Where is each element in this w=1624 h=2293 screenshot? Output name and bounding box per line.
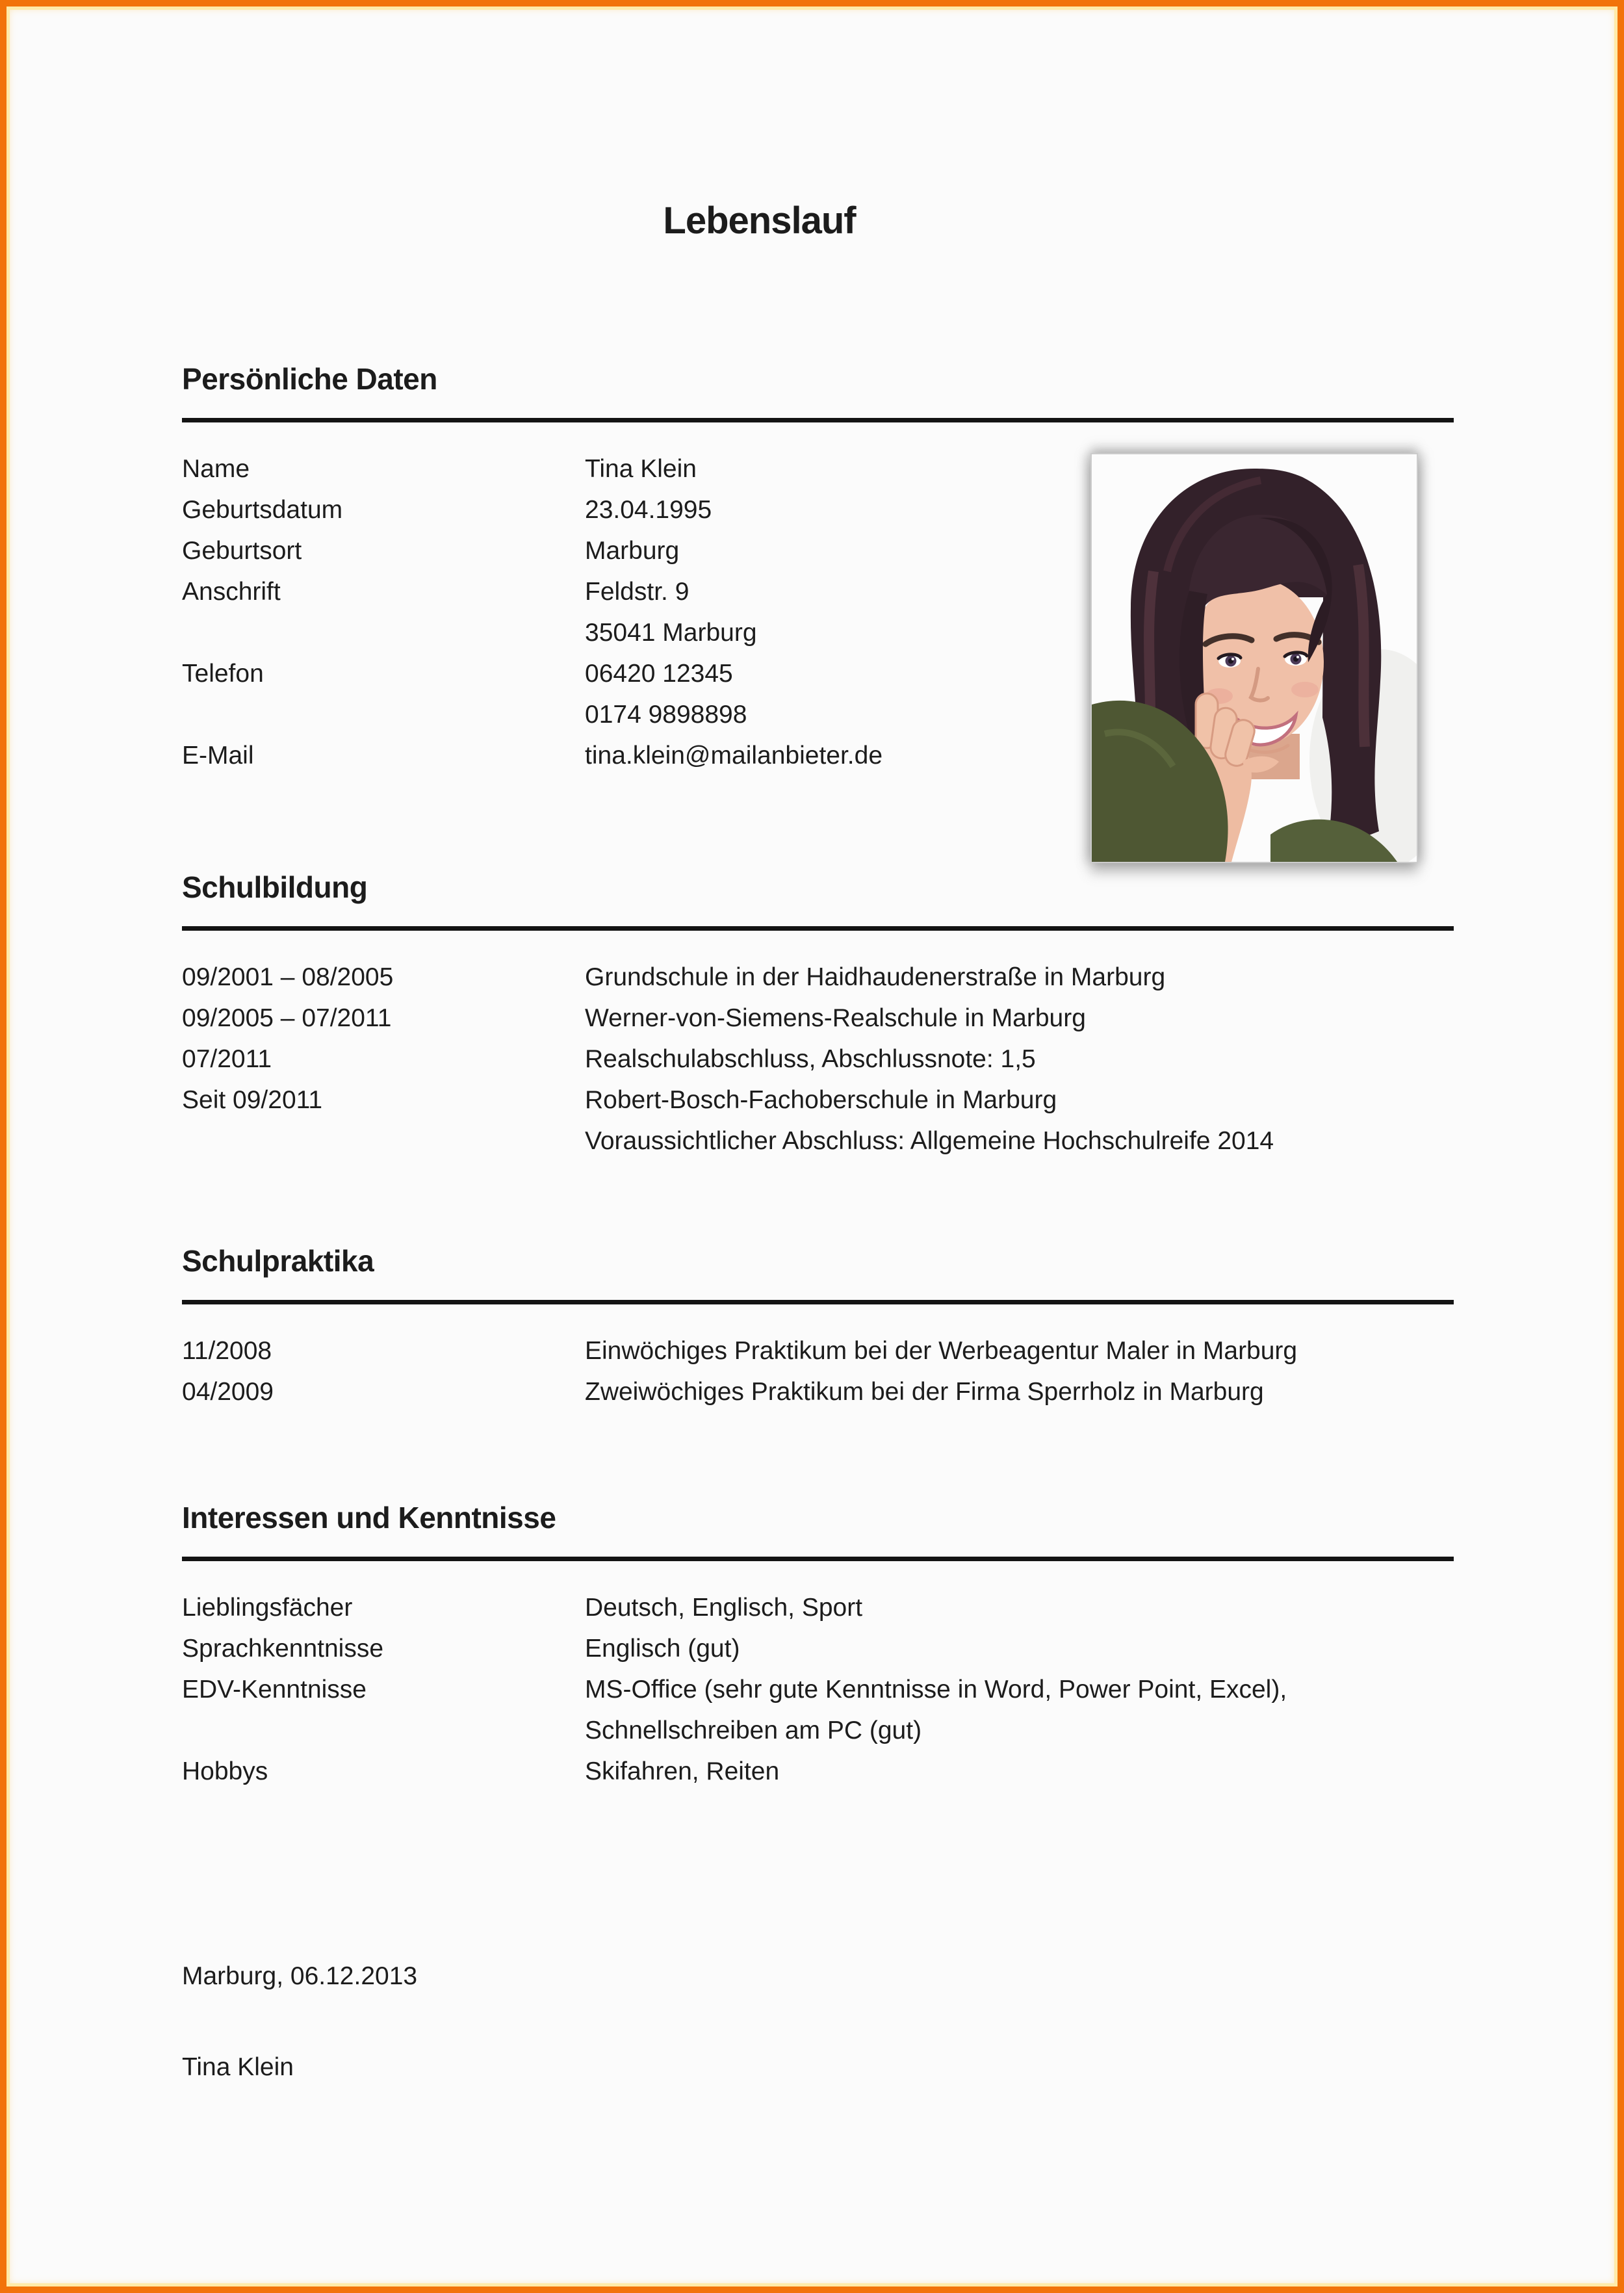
row-value: 35041 Marburg bbox=[585, 619, 757, 647]
section-heading: Persönliche Daten bbox=[182, 362, 437, 396]
section-rows bbox=[182, 1587, 1454, 1792]
row-label: 04/2009 bbox=[182, 1378, 274, 1406]
data-row bbox=[182, 1751, 1454, 1792]
row-label: EDV-Kenntnisse bbox=[182, 1676, 367, 1704]
row-value: Tina Klein bbox=[585, 455, 697, 483]
row-value: Werner-von-Siemens-Realschule in Marburg bbox=[585, 1004, 1086, 1032]
section-rows bbox=[182, 1330, 1454, 1412]
row-label: Anschrift bbox=[182, 578, 281, 606]
row-value: Voraussichtlicher Abschluss: Allgemeine Hochschulreife 2014 bbox=[585, 1127, 1274, 1155]
data-row bbox=[182, 998, 1454, 1039]
row-label: Geburtsdatum bbox=[182, 496, 343, 524]
section-rows bbox=[182, 957, 1454, 1161]
row-value: Schnellschreiben am PC (gut) bbox=[585, 1717, 922, 1744]
data-row bbox=[182, 1710, 1454, 1751]
row-label: 09/2005 – 07/2011 bbox=[182, 1004, 392, 1032]
data-row bbox=[182, 1039, 1454, 1080]
data-row bbox=[182, 1371, 1454, 1412]
section-rule bbox=[182, 1557, 1454, 1561]
section-rule bbox=[182, 926, 1454, 931]
row-value: Zweiwöchiges Praktikum bei der Firma Sperrholz in Marburg bbox=[585, 1378, 1264, 1406]
row-value: Englisch (gut) bbox=[585, 1635, 740, 1663]
row-value: Skifahren, Reiten bbox=[585, 1757, 780, 1785]
data-row bbox=[182, 1080, 1454, 1121]
data-row bbox=[182, 957, 1454, 998]
row-label: E-Mail bbox=[182, 742, 254, 770]
data-row bbox=[182, 1628, 1454, 1669]
portrait-photo bbox=[1090, 453, 1418, 863]
row-value: 23.04.1995 bbox=[585, 496, 712, 524]
data-row bbox=[182, 1121, 1454, 1161]
portrait-photo-illustration bbox=[1092, 454, 1417, 862]
row-value: Marburg bbox=[585, 537, 680, 565]
row-value: 06420 12345 bbox=[585, 660, 733, 688]
row-label: 09/2001 – 08/2005 bbox=[182, 963, 394, 991]
row-value: Feldstr. 9 bbox=[585, 578, 690, 606]
footer-place-date: Marburg, 06.12.2013 bbox=[182, 1962, 418, 1990]
row-value: tina.klein@mailanbieter.de bbox=[585, 742, 883, 770]
section-heading: Schulpraktika bbox=[182, 1244, 374, 1278]
title-row bbox=[182, 197, 1454, 245]
row-label: 11/2008 bbox=[182, 1337, 272, 1365]
section-rule bbox=[182, 1300, 1454, 1304]
row-value: Deutsch, Englisch, Sport bbox=[585, 1594, 863, 1622]
data-row bbox=[182, 1330, 1454, 1371]
data-row bbox=[182, 1587, 1454, 1628]
row-value: 0174 9898898 bbox=[585, 701, 747, 729]
row-label: Hobbys bbox=[182, 1757, 268, 1785]
row-label: Sprachkenntnisse bbox=[182, 1635, 384, 1663]
section-rule bbox=[182, 418, 1454, 422]
footer bbox=[182, 1956, 1454, 2088]
row-value: Realschulabschluss, Abschlussnote: 1,5 bbox=[585, 1045, 1036, 1073]
cv-content bbox=[182, 6, 1454, 2088]
row-value: Robert-Bosch-Fachoberschule in Marburg bbox=[585, 1086, 1057, 1114]
row-label: Name bbox=[182, 455, 250, 483]
section-interests-skills bbox=[182, 1499, 1454, 1792]
row-value: Einwöchiges Praktikum bei der Werbeagentur Maler in Marburg bbox=[585, 1337, 1298, 1365]
row-label: 07/2011 bbox=[182, 1045, 272, 1073]
row-label: Seit 09/2011 bbox=[182, 1086, 323, 1114]
footer-signature: Tina Klein bbox=[182, 2053, 294, 2081]
data-row bbox=[182, 1669, 1454, 1710]
document-title: Lebenslauf bbox=[663, 200, 856, 242]
row-value: Grundschule in der Haidhaudenerstraße in Marburg bbox=[585, 963, 1166, 991]
section-education bbox=[182, 869, 1454, 1161]
row-label: Telefon bbox=[182, 660, 264, 688]
row-value: MS-Office (sehr gute Kenntnisse in Word, Power Point, Excel), bbox=[585, 1676, 1287, 1704]
section-internships bbox=[182, 1243, 1454, 1412]
row-label: Lieblingsfächer bbox=[182, 1594, 353, 1622]
row-label: Geburtsort bbox=[182, 537, 302, 565]
section-heading: Interessen und Kenntnisse bbox=[182, 1501, 556, 1535]
section-heading: Schulbildung bbox=[182, 870, 368, 904]
